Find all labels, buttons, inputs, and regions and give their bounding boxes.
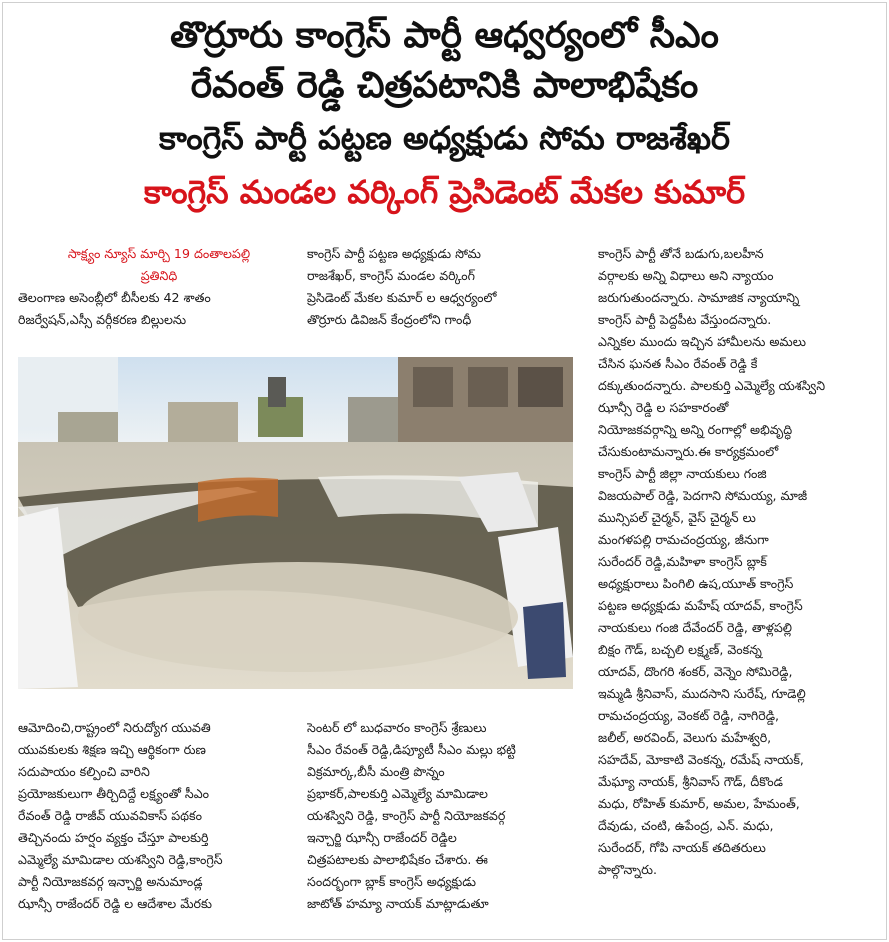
article-col3: కాంగ్రెస్ పార్టీ తోనే బడుగు,బలహీన వర్గాలకు అన్ని విధాలు అని న్యాయం జరుగుతుందన్నారు. సామాజిక న్యాయాన్ని కాంగ్రెస్ పార్టీ పెద్దపీట వేస్తుందన్నారు. ఎన్నికల ముందు ఇచ్చిన హామీలను అమలు చేసిన ఘనత సీఎం రేవంత్ రెడ్డి కే దక్కుతుందన్నారు. పాలకుర్తి ఎమ్మెల్యే యశస్విని ఝాన్సీ రెడ్డి ల సహకారంతో నియోజకవర్గాన్ని అన్ని రంగాల్లో అభివృద్ధి చేసుకుంటామన్నారు.ఈ కార్యక్రమంలో కాంగ్రెస్ పార్టీ జిల్లా నాయకులు గంజి విజయపాల్ రెడ్డి, పెదగాని సోమయ్య, మాజీ మున్సిపల్ చైర్మన్, వైస్ చైర్మన్ లు మంగళపల్లి రామచంద్రయ్య, జీనుగా సురేందర్ రెడ్డి,మహిళా కాంగ్రెస్ బ్లాక్ అధ్యక్షురాలు పింగిలి ఉష,యూత్ కాంగ్రెస్ పట్టణ అధ్యక్షుడు మహేష్ యాదవ్, కాంగ్రెస్ నాయకులు గంజి దేవేందర్ రెడ్డి, తాళ్లపల్లి బిక్షం గౌడ్, బచ్చలి లక్ష్మణ్, వెంకన్న యాదవ్, దొంగరి శంకర్, వెన్నెం సోమిరెడ్డి, ఇమ్మడి శ్రీనివాస్, ముదసాని సురేష్, గూడెల్లి రామచంద్రయ్య, వెంకట్ రెడ్డి, నాగిరెడ్డి, జలీల్, అరవింద్, వెలుగు మహేశ్వరి, సహదేవ్, మోకాటి వెంకన్న, రమేష్ నాయక్, మేఘ్యా నాయక్, శ్రీనివాస్ గౌడ్, దీకొండ మధు, రోహిత్ కుమార్, అమల, హేమంత్, దేవుడు, చంటి, ఉపేంద్ర, ఎన్. మధు, సురేందర్, గోపి నాయక్ తదితరులు పాల్గొన్నారు. [598, 246, 826, 877]
crowd-photo-illustration [18, 357, 573, 689]
article-col1-top: తెలంగాణ అసెంబ్లీలో బీసీలకు 42 శాతం రిజర్వేషన్,ఎస్సీ వర్గీకరణ బిల్లులను [18, 290, 211, 327]
headline-line-3: కాంగ్రెస్ పార్టీ పట్టణ అధ్యక్షుడు సోమ రాజశేఖర్ [158, 119, 730, 157]
headline-line-1: తొర్రూరు కాంగ్రెస్ పార్టీ ఆధ్వర్యంలో సీఎం [170, 15, 719, 56]
headline-line-2: రేవంత్ రెడ్డి చిత్రపటానికి పాలాభిషేకం [190, 65, 699, 106]
headline-line-4-red: కాంగ్రెస్ మండల వర్కింగ్ ప్రెసిడెంట్ మేకల కుమార్ [143, 173, 746, 211]
article-col2-bottom: సెంటర్ లో బుధవారం కాంగ్రెస్ శ్రేణులు సీఎం రేవంత్ రెడ్డి,డిప్యూటీ సీఎం మల్లు భట్టి విక్రమార్క,బీసీ మంత్రి పొన్నం ప్రభాకర్,పాలకుర్తి ఎమ్మెల్యే మామిడాల యశస్విని రెడ్డి, కాంగ్రెస్ పార్టీ నియోజకవర్గ ఇన్చార్జి ఝాన్సీ రాజేందర్ రెడ్డిల చిత్రపటాలకు పాలాభిషేకం చేశారు. ఈ సందర్భంగా బ్లాక్ కాంగ్రెస్ అధ్యక్షుడు జాటోత్ హమ్యా నాయక్ మాట్లాడుతూ [307, 720, 516, 911]
news-photo [18, 357, 573, 689]
article-dateline: సాక్ష్యం న్యూస్ మార్చి 19 దంతాలపల్లి ప్రతినిధి [67, 246, 251, 283]
article-col1-bottom: ఆమోదించి,రాష్ట్రంలో నిరుద్యోగ యువతి యువకులకు శిక్షణ ఇచ్చి ఆర్థికంగా రుణ సదుపాయం కల్పించి వారిని ప్రయోజకులుగా తీర్చిదిద్దే లక్ష్యంతో సీఎం రేవంత్ రెడ్డి రాజీవ్ యువవికాస్ పథకం తెచ్చినందు హర్షం వ్యక్తం చేస్తూ పాలకుర్తి ఎమ్మెల్యే మామిడాల యశస్విని రెడ్డి,కాంగ్రెస్ పార్టీ నియోజకవర్గ ఇన్చార్జి అనుమాండ్ల ఝాన్సీ రాజేందర్ రెడ్డి ల ఆదేశాల మేరకు [18, 720, 223, 911]
article-col2-top: కాంగ్రెస్ పార్టీ పట్టణ అధ్యక్షుడు సోమ రాజశేఖర్, కాంగ్రెస్ మండల వర్కింగ్ ప్రెసిడెంట్ మేకల కుమార్ ల ఆధ్వర్యంలో తొర్రూరు డివిజన్ కేంద్రంలోని గాంధీ [307, 246, 497, 327]
